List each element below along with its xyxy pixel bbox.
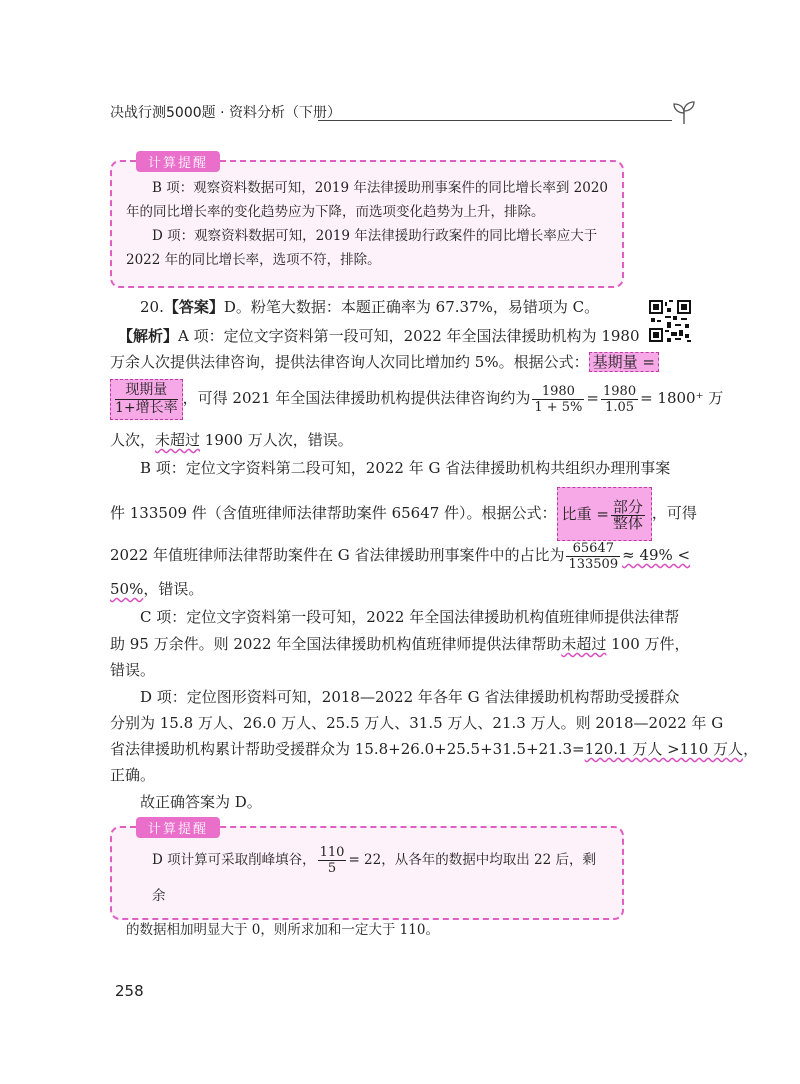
text: 助 95 万余件。则 2022 年全国法律援助机构值班律师提供法律帮助 [110,635,562,653]
denominator: 1+增长率 [115,399,178,416]
denominator: 1 + 5% [534,399,583,415]
final-answer [110,791,660,813]
marked-text: ≈ 49% < [622,546,691,564]
analysis-line-b1 [110,457,671,479]
text: 故正确答案为 D。 [140,793,262,811]
text: 省法律援助机构累计帮助受援群众为 15.8+26.0+25.5+31.5+21.3= [110,740,585,758]
text: 正确。 [110,766,156,784]
text: ，可得 [651,504,697,522]
denominator: 1.05 [605,399,635,415]
text: ，可得 2021 年全国法律援助机构提供法律咨询约为 [182,389,531,407]
analysis-line-b3 [110,535,691,575]
analysis-line-c1 [110,606,680,628]
fraction [532,384,584,415]
analysis-line-d4 [110,764,630,786]
calc-tip-box-2 [110,822,624,938]
text: 人次， [110,431,156,449]
text: 1900 万人次，错误。 [200,431,353,449]
tip-paragraph [126,842,608,942]
analysis-line-b2 [110,487,697,541]
numerator: 部分 [612,497,643,516]
formula-highlight: 基期量 = [589,352,659,372]
formula-highlight [557,487,652,541]
text: 2022 年值班律师法律帮助案件在 G 省法律援助刑事案件中的占比为 [110,546,565,564]
analysis-line-a1 [110,325,638,347]
running-header [110,98,700,128]
text: 错误。 [110,661,156,679]
denominator: 整体 [612,513,643,532]
text: ， [743,740,759,758]
analysis-label: 【解析】 [118,327,179,345]
text: 分别为 15.8 万人、26.0 万人、25.5 万人、31.5 万人、21.3 万人。则 2018—2022 年 G [110,714,724,732]
analysis-line-a3 [110,378,724,420]
tip-line: 的数据相加明显大于 0，则所求加和一定大于 110。 [126,922,439,938]
text: 件 133509 件（含值班律师法律帮助案件 65647 件）。根据公式： [110,504,557,522]
tip-line [126,842,608,914]
calc-tip-tag: 计算提醒 [136,817,220,838]
analysis-line-a4 [110,429,630,451]
header-title: 决战行测5000题 · 资料分析（下册） [110,105,341,121]
numerator: 1980 [603,383,637,399]
header-rule [318,120,672,121]
analysis-line-a2 [110,351,655,373]
marked-text: 120.1 万人 >110 万人 [584,740,744,758]
marked-text: 未超过 [155,431,201,449]
text: A 项：定位文字资料第一段可知，2022 年全国法律援助机构为 1980 [178,327,640,345]
question-number: 20. [140,298,164,316]
page-number: 258 [115,982,144,1000]
sprout-icon [670,98,698,126]
fraction [566,541,620,572]
analysis-line-d2 [110,712,724,734]
analysis-line-b4 [110,578,630,600]
fraction [318,845,347,876]
text: = 1800⁺ 万 [640,389,724,407]
answer-label: 【答案】 [163,298,224,316]
tip-line: 年的同比增长率的变化趋势应为下降，而选项变化趋势为上升，排除。 [126,204,545,220]
numerator: 1980 [532,384,584,400]
text: D 项计算可采取削峰填谷， [152,852,316,868]
text: B 项：定位文字资料第二段可知，2022 年 G 省法律援助机构共组织办理刑事案 [140,459,671,477]
formula-fraction [110,379,183,420]
text: D 项：定位图形资料可知，2018—2022 年各年 G 省法律援助机构帮助受援群众 [140,688,680,706]
fraction [611,497,645,532]
calc-tip-box-1 [110,156,624,288]
tip-line: B 项：观察资料数据可知，2019 年法律援助刑事案件的同比增长率到 2020 [152,180,609,196]
text: 万余人次提供法律咨询，提供法律咨询人次同比增加约 5%。根据公式： [110,353,589,371]
numerator: 65647 [566,541,620,557]
analysis-line-c2 [110,633,690,655]
tip-paragraph [126,176,608,272]
formula-lhs: 比重 = [561,505,609,523]
numerator: 110 [319,845,345,860]
fraction [601,384,638,415]
text: ，错误。 [143,580,204,598]
denominator: 133509 [568,556,619,572]
tip-line: 2022 年的同比增长率，选项不符，排除。 [126,252,381,268]
equals: = [586,389,599,407]
marked-text: 未超过 [561,635,607,653]
tip-line: D 项：观察资料数据可知，2019 年法律援助行政案件的同比增长率应大于 [152,228,598,244]
analysis-line-c3 [110,659,630,681]
marked-text: 50% [110,580,144,598]
analysis-line-d3 [110,738,759,760]
answer-text: D。粉笔大数据：本题正确率为 67.37%，易错项为 C。 [223,298,600,316]
text: 100 万件， [606,635,690,653]
analysis-line-d1 [110,686,680,708]
answer-line [110,296,660,318]
text: = 22，从各年的数据中均取出 22 后，剩余 [152,852,596,904]
text: C 项：定位文字资料第一段可知，2022 年全国法律援助机构值班律师提供法律帮 [140,608,680,626]
numerator: 现期量 [115,382,178,400]
denominator: 5 [327,861,337,876]
calc-tip-tag: 计算提醒 [136,151,220,172]
